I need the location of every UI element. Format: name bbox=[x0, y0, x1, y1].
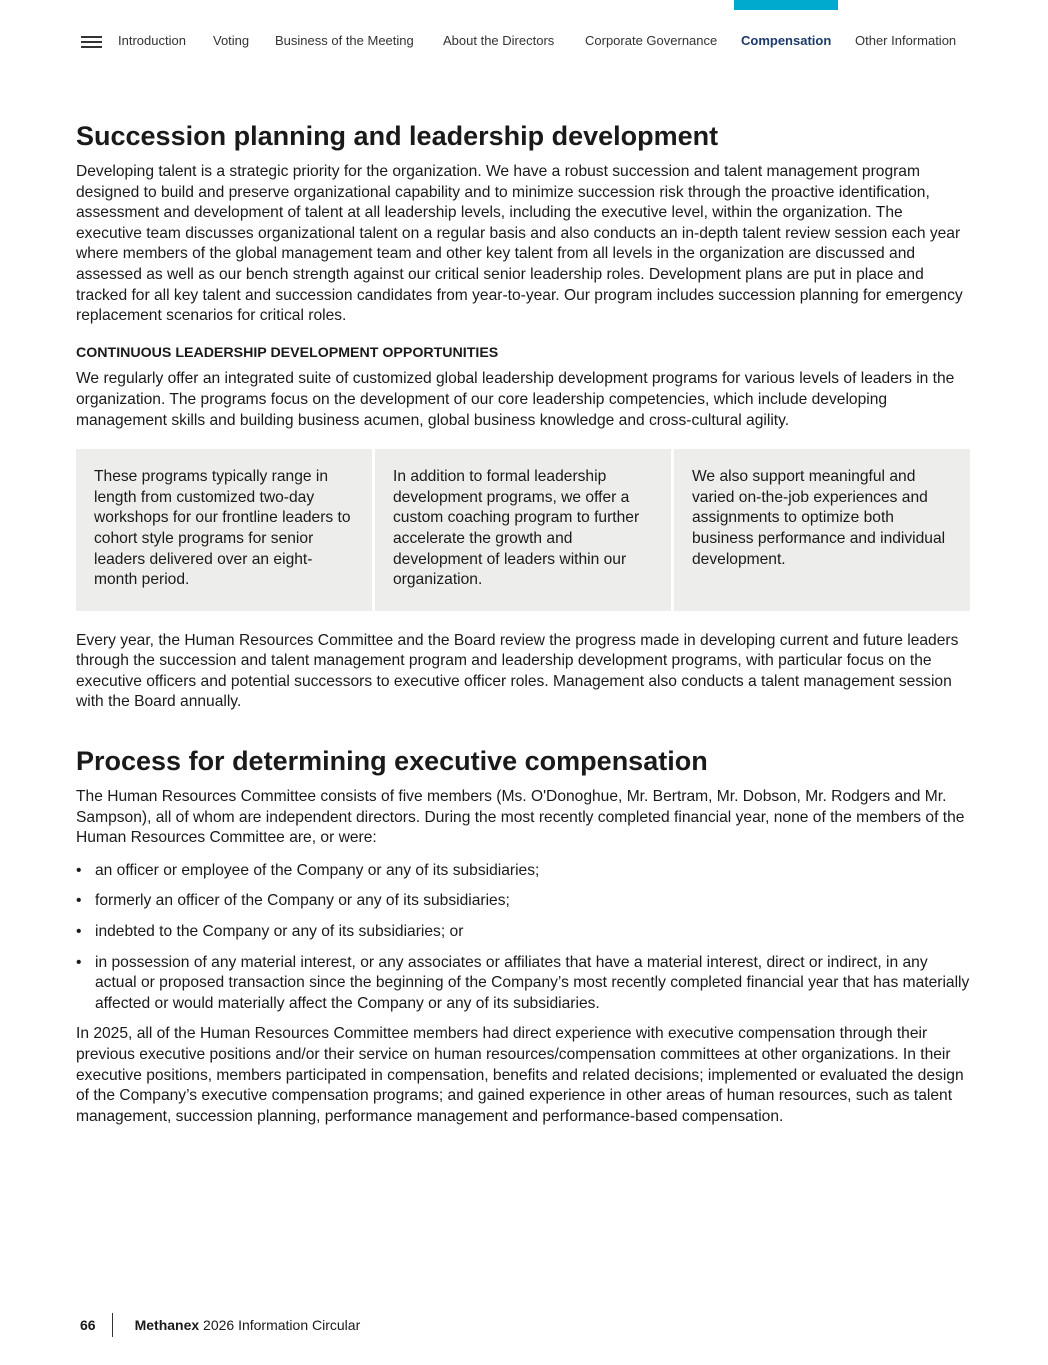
paragraph: The Human Resources Committee consists of five members (Ms. O'Donoghue, Mr. Bertram, Mr. Dobson, Mr. Rodgers and Mr. Sampson), all of whom are independent directors. During the most recently completed financial year, none of the members of the Human Resources Committee are, or were: bbox=[76, 788, 965, 847]
info-box: In addition to formal leadership development programs, we offer a custom coaching program to further accelerate the growth and development of leaders within our organization. bbox=[375, 449, 671, 611]
list-item: • in possession of any material interest, or any associates or affiliates that have a material interest, direct or indirect, in any actual or proposed transaction since the beginning of the Company’s most recently completed financial year that has materially affected or would materially affect the Company or any of its subsidiaries. bbox=[76, 953, 970, 1015]
nav-corporate-governance[interactable]: Corporate Governance bbox=[585, 33, 718, 48]
paragraph: Developing talent is a strategic priority for the organization. We have a robust succession and talent management program designed to build and preserve organizational capability and to minimize succession risk through the proactive identification, assessment and development of talent at all leadership levels, including the executive level, within the organization. The executive team discusses organizational talent on a regular basis and also conducts an in-depth talent review session each year where members of the global management team and other key talent from all levels in the organization are discussed and assessed as well as our bench strength against our critical senior leadership roles. Development plans are put in place and tracked for all key talent and succession candidates from year-to-year. Our program includes succession planning for emergency replacement scenarios for critical roles. bbox=[76, 163, 963, 325]
active-section-indicator bbox=[734, 0, 838, 10]
program-boxes bbox=[76, 449, 970, 611]
top-nav bbox=[0, 0, 1048, 60]
section-title-compensation-process: Process for determining executive compensation bbox=[76, 746, 708, 777]
brand-name: Methanex bbox=[134, 1317, 200, 1333]
document-title: 2026 Information Circular bbox=[203, 1317, 361, 1333]
section-title-succession: Succession planning and leadership development bbox=[76, 121, 719, 151]
paragraph: We regularly offer an integrated suite of customized global leadership development programs for various levels of leaders in the organization. The programs focus on the development of our core leadership competencies, which include developing management skills and building business acumen, global business knowledge and cross-cultural agility. bbox=[76, 370, 955, 429]
nav-voting[interactable]: Voting bbox=[213, 33, 250, 48]
list-item: • formerly an officer of the Company or any of its subsidiaries; bbox=[76, 891, 970, 912]
info-box: These programs typically range in length from customized two-day workshops for our frontline leaders to cohort style programs for senior leaders delivered over an eight-month period. bbox=[76, 449, 372, 611]
main-content bbox=[76, 118, 970, 1139]
nav-business-of-the-meeting[interactable]: Business of the Meeting bbox=[275, 33, 414, 48]
list-item: • indebted to the Company or any of its subsidiaries; or bbox=[76, 922, 970, 943]
hamburger-menu-icon[interactable] bbox=[81, 36, 102, 48]
nav-compensation[interactable]: Compensation bbox=[741, 33, 832, 48]
list-item: • an officer or employee of the Company or any of its subsidiaries; bbox=[76, 861, 970, 882]
paragraph: In 2025, all of the Human Resources Committee members had direct experience with executive compensation through their previous executive positions and/or their service on human resources/compensation committees at other organizations. In their executive positions, members participated in compensation, benefits and related decisions; implemented or evaluated the design of the Company’s executive compensation programs; and gained experience in other areas of human resources, such as talent management, succession planning, performance management and performance-based compensation. bbox=[76, 1025, 964, 1125]
subheading: CONTINUOUS LEADERSHIP DEVELOPMENT OPPORTUNITIES bbox=[76, 344, 499, 361]
info-box: We also support meaningful and varied on-the-job experiences and assignments to optimize both business performance and individual development. bbox=[674, 449, 970, 611]
page-number: 66 bbox=[80, 1317, 96, 1333]
nav-introduction[interactable]: Introduction bbox=[118, 33, 186, 48]
paragraph: Every year, the Human Resources Committee and the Board review the progress made in developing current and future leaders through the succession and talent management program and leadership development programs, with particular focus on the executive officers and potential successors to executive officer roles. Management also conducts a talent management session with the Board annually. bbox=[76, 631, 959, 711]
criteria-list bbox=[76, 861, 970, 1015]
footer-divider bbox=[112, 1313, 113, 1337]
footer bbox=[80, 1313, 360, 1337]
nav-about-the-directors[interactable]: About the Directors bbox=[443, 33, 555, 48]
nav-other-information[interactable]: Other Information bbox=[855, 33, 957, 48]
